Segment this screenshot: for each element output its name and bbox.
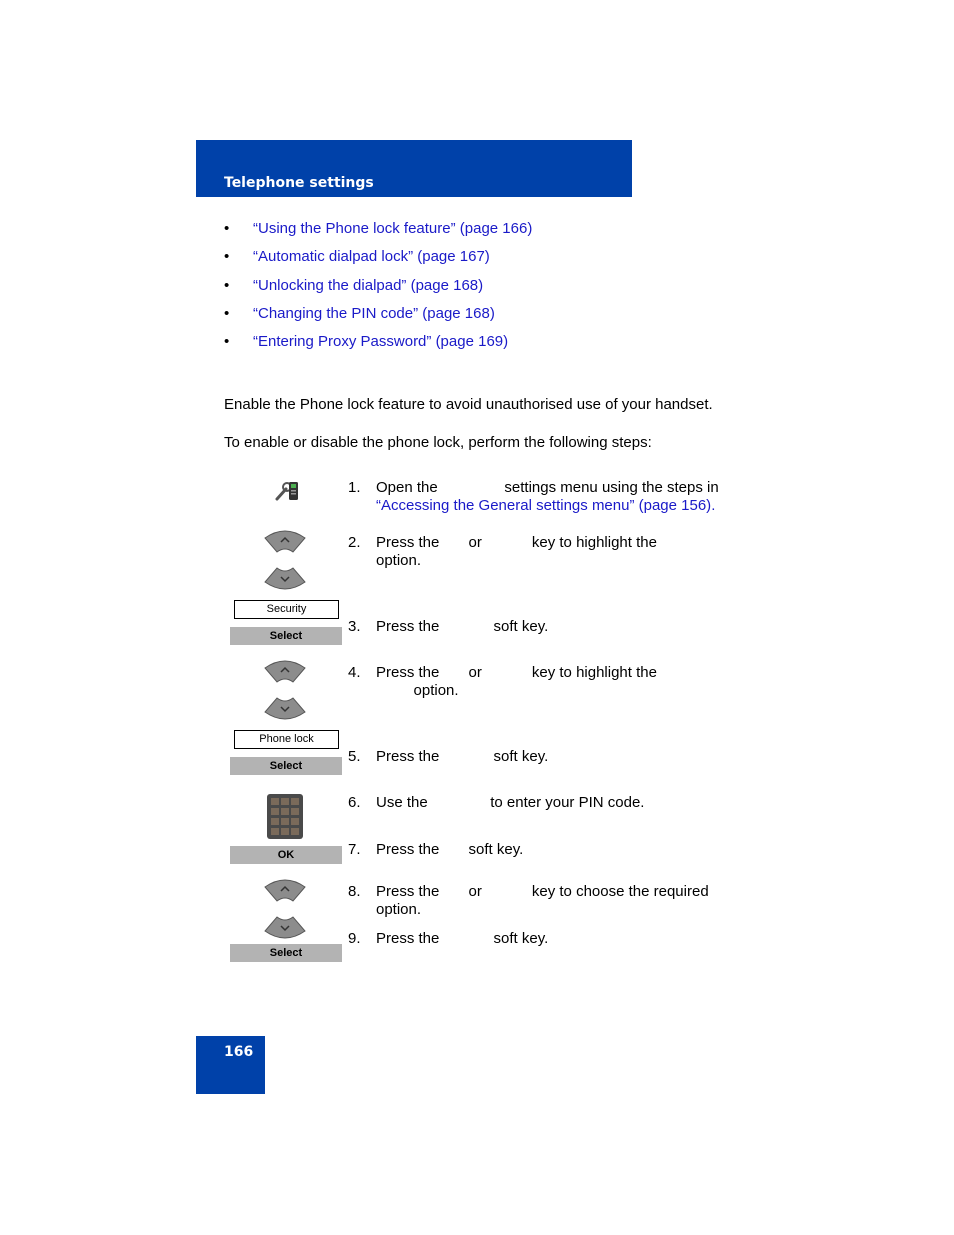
- page-number-box: [196, 1036, 265, 1094]
- ok-softkey[interactable]: OK: [230, 846, 342, 864]
- nav-down-icon: [263, 566, 307, 592]
- link-changing-pin[interactable]: “Changing the PIN code” (page 168): [253, 304, 495, 322]
- dialpad-icon: [267, 794, 303, 839]
- menu-label-security: Security: [234, 600, 339, 619]
- select-softkey[interactable]: Select: [230, 627, 342, 645]
- list-item: • “Using the Phone lock feature” (page 166): [224, 220, 533, 237]
- select-softkey[interactable]: Select: [230, 757, 342, 775]
- intro-text: Enable the Phone lock feature to avoid unauthorised use of your handset.: [224, 396, 713, 413]
- link-automatic-dialpad-lock[interactable]: “Automatic dialpad lock” (page 167): [253, 248, 490, 266]
- list-item: • “Entering Proxy Password” (page 169): [224, 333, 509, 351]
- list-item: • “Unlocking the dialpad” (page 168): [224, 276, 484, 294]
- link-general-settings-menu[interactable]: “Accessing the General settings menu” (page 156): [376, 497, 712, 514]
- header-bar: [196, 140, 632, 197]
- list-item: • “Automatic dialpad lock” (page 167): [224, 248, 490, 266]
- link-list: [224, 219, 532, 360]
- nav-up-icon: [263, 877, 307, 903]
- steps-intro-text: To enable or disable the phone lock, perform the following steps:: [224, 434, 652, 451]
- list-item: • “Changing the PIN code” (page 168): [224, 304, 495, 322]
- settings-tool-icon: [274, 479, 300, 503]
- header-title: Telephone settings: [224, 175, 374, 191]
- page-number: 166: [224, 1044, 254, 1060]
- menu-label-phone-lock: Phone lock: [234, 730, 339, 749]
- link-proxy-password[interactable]: “Entering Proxy Password” (page 169): [253, 333, 509, 351]
- nav-up-icon: [263, 658, 307, 684]
- nav-up-icon: [263, 528, 307, 554]
- link-phone-lock-feature[interactable]: “Using the Phone lock feature” (page 166): [253, 220, 533, 237]
- nav-down-icon: [263, 696, 307, 722]
- nav-down-icon: [263, 915, 307, 941]
- select-softkey[interactable]: Select: [230, 944, 342, 962]
- link-unlocking-dialpad[interactable]: “Unlocking the dialpad” (page 168): [253, 276, 484, 294]
